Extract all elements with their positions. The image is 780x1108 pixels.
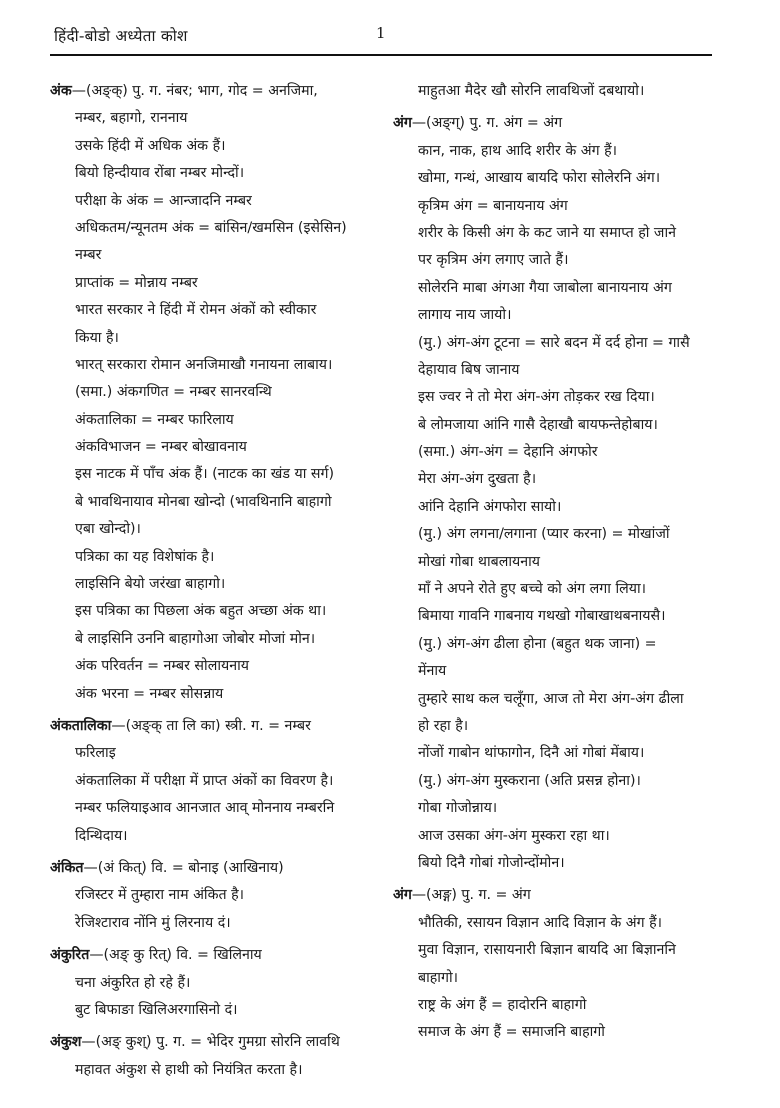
entry-definition: —(अङ्ग) पु. ग. = अंग xyxy=(411,887,531,904)
entry-text-line: बे लाइसिनि उननि बाहागोआ जोबोर मोजां मोन। xyxy=(75,630,316,647)
entry-text-line: अंकविभाजन = नम्बर बोखावनाय xyxy=(75,439,247,456)
entry-text-line: बाहागो। xyxy=(418,969,459,986)
entry-text-line: (मु.) अंग लगना/लगाना (प्यार करना) = मोखांजों xyxy=(418,526,670,543)
entry-text-line: (समा.) अंग-अंग = देहानि अंगफोर xyxy=(418,444,598,461)
headword: अंक xyxy=(50,83,72,99)
entry-text-line: बिमाया गावनि गाबनाय गथखो गोबाखाथबनायसै। xyxy=(418,608,666,625)
entry-text-line: आंनि देहानि अंगफोरा सायो। xyxy=(418,498,562,515)
entry-text-line: गोबा गोजोन्नाय। xyxy=(418,800,498,817)
left-column xyxy=(50,78,375,1084)
entry-text-line: अंक भरना = नम्बर सोसन्नाय xyxy=(75,685,224,702)
entry-definition: —(अङ्क् ता लि का) स्त्री. ग. = नम्बर xyxy=(111,717,311,734)
headword: अंकित xyxy=(50,859,84,876)
entry-text-line: माहुतआ मैदेर खौ सोरनि लावथिजों दबथायो। xyxy=(418,83,645,99)
page-number: 1 xyxy=(376,24,386,42)
entry-text-line: मोखां गोबा थाबलायनाय xyxy=(418,553,541,570)
entry-text-line: कान, नाक, हाथ आदि शरीर के अंग हैं। xyxy=(418,142,618,159)
entry-text-line: बियो हिन्दीयाव रोंबा नम्बर मोन्दों। xyxy=(75,165,245,182)
entry-text-line: पर कृत्रिम अंग लगाए जाते हैं। xyxy=(418,252,569,269)
header-rule xyxy=(50,54,712,56)
book-title: हिंदी-बोडो अध्येता कोश xyxy=(54,27,188,45)
entry-text-line: (मु.) अंग-अंग मुस्कराना (अति प्रसन्न होना)। xyxy=(418,772,641,789)
entry-text-line: मेरा अंग-अंग दुखता है। xyxy=(418,471,537,488)
entry-text-line: इस नाटक में पाँच अंक हैं। (नाटक का खंड या सर्ग) xyxy=(75,466,335,483)
entry-text-line: आज उसका अंग-अंग मुस्करा रहा था। xyxy=(418,827,610,844)
entry-headword-line xyxy=(50,1029,375,1056)
entry-text-line: तुम्हारे साथ कल चलूँगा, आज तो मेरा अंग-अंग ढीला xyxy=(418,690,684,707)
entry-text-line: लागाय नाय जायो। xyxy=(418,307,512,324)
entry-text-line: मुवा विज्ञान, रासायनारी बिज्ञान बायदि आ बिज्ञाननि xyxy=(418,942,676,959)
entry-text-line: लाइसिनि बेयो जरंखा बाहागो। xyxy=(75,576,226,593)
entry-text-line: सोलेरनि माबा अंगआ गैया जाबोला बानायनाय अंग xyxy=(418,279,672,296)
entry-text-line: (मु.) अंग-अंग ढीला होना (बहुत थक जाना) = xyxy=(418,635,657,652)
entry-text-line: बे भावथिनायाव मोनबा खोन्दो (भावथिनानि बाहागो xyxy=(75,493,332,510)
entry-headword-line xyxy=(393,882,718,909)
right-column xyxy=(393,78,718,1047)
entry-text-line: (मु.) अंग-अंग टूटना = सारे बदन में दर्द होना = गासै xyxy=(418,334,690,351)
entry-text-line: नोंजों गाबोन थांफागोन, दिनै आं गोबां मेंबाय। xyxy=(418,745,645,762)
entry-text-line: भौतिकी, रसायन विज्ञान आदि विज्ञान के अंग हैं। xyxy=(418,914,662,931)
entry-headword-line xyxy=(50,78,375,105)
entry-text-line: अंकतालिका = नम्बर फारिलाय xyxy=(75,411,234,428)
entry-text-line: परीक्षा के अंक = आन्जादनि नम्बर xyxy=(75,192,252,209)
running-header xyxy=(54,24,714,54)
entry-text-line: हो रहा है। xyxy=(418,717,469,734)
entry-text-line: शरीर के किसी अंग के कट जाने या समाप्त हो जाने xyxy=(418,224,676,241)
entry-text-line: इस पत्रिका का पिछला अंक बहुत अच्छा अंक था। xyxy=(75,603,327,620)
entry-text-line: बुट बिफाङा खिलिअरगासिनो दं। xyxy=(75,1001,238,1018)
entry-text-line: समाज के अंग हैं = समाजनि बाहागो xyxy=(418,1024,605,1041)
entry-definition: —(अं कित्) वि. = बोनाइ (आखिनाय) xyxy=(83,859,284,876)
entry-headword-line xyxy=(50,713,375,740)
entry-definition: —(अङ् कुश्) पु. ग. = भेदिर गुमग्रा सोरनि लावथि xyxy=(81,1034,340,1051)
entry-text-line: माँ ने अपने रोते हुए बच्चे को अंग लगा लिया। xyxy=(418,581,647,598)
headword: अंग xyxy=(393,887,412,904)
entry-text-line: बियो दिनै गोबां गोजोन्दोंमोन। xyxy=(418,854,565,871)
entry-definition: —(अङ्ग्) पु. ग. अंग = अंग xyxy=(411,115,563,132)
entry-text-line: अंकतालिका में परीक्षा में प्राप्त अंकों का विवरण है। xyxy=(75,772,334,789)
entry-text-line: भारत सरकार ने हिंदी में रोमन अंकों को स्वीकार xyxy=(75,302,317,319)
entry-headword-line xyxy=(50,942,375,969)
entry-text-line: भारत् सरकारा रोमान अनजिमाखौ गनायना लाबाय। xyxy=(75,356,333,373)
entry-text-line: दिन्थिदाय। xyxy=(75,827,128,844)
entry-text-line: अंक परिवर्तन = नम्बर सोलायनाय xyxy=(75,658,250,675)
entry-headword-line xyxy=(50,855,375,882)
headword: अंकतालिका xyxy=(50,717,112,734)
entry-text-line: महावत अंकुश से हाथी को नियंत्रित करता है। xyxy=(75,1061,303,1078)
entry-text-line: किया है। xyxy=(75,329,119,346)
entry-text-line: मेंनाय xyxy=(418,663,447,680)
entry-text-line: देहायाव बिष जानाय xyxy=(418,361,520,378)
entry-text-line: खोमा, गन्थं, आखाय बायदि फोरा सोलेरनि अंग। xyxy=(418,170,661,187)
entry-definition: —(अङ्क्) पु. ग. नंबर; भाग, गोद = अनजिमा, xyxy=(71,83,318,99)
headword: अंकुरित xyxy=(50,947,90,964)
entry-text-line: नम्बर xyxy=(75,247,102,264)
entry-text-line: (समा.) अंकगणित = नम्बर सानरवन्थि xyxy=(75,384,272,401)
entry-headword-line xyxy=(393,110,718,137)
entry-definition: —(अङ् कु रित्) वि. = खिलिनाय xyxy=(89,947,262,964)
entry-text-line: रेजिश्टाराव नोंनि मुं लिरनाय दं। xyxy=(75,914,231,931)
entry-text-line: नम्बर फलियाइआव आनजात आव् मोननाय नम्बरनि xyxy=(75,800,335,817)
entry-text-line: प्राप्तांक = मोन्नाय नम्बर xyxy=(75,274,198,291)
entry-text-line: एबा खोन्दो)। xyxy=(75,521,141,538)
entry-text-line: नम्बर, बहागो, राननाय xyxy=(75,110,188,127)
entry-text-line: राष्ट्र के अंग हैं = हादोरनि बाहागो xyxy=(418,996,587,1013)
headword: अंग xyxy=(393,115,412,132)
entry-text-line: फरिलाइ xyxy=(75,745,116,762)
entry-text-line: चना अंकुरित हो रहे हैं। xyxy=(75,974,191,991)
entry-text-line: बे लोमजाया आंनि गासै देहाखौ बायफन्तेहोबाय। xyxy=(418,416,658,433)
entry-text-line: पत्रिका का यह विशेषांक है। xyxy=(75,548,215,565)
entry-text-line: इस ज्वर ने तो मेरा अंग-अंग तोड़कर रख दिया। xyxy=(418,389,655,406)
entry-text-line: कृत्रिम अंग = बानायनाय अंग xyxy=(418,197,568,214)
headword: अंकुश xyxy=(50,1034,82,1051)
entry-text-line: रजिस्टर में तुम्हारा नाम अंकित है। xyxy=(75,887,245,904)
entry-text-line: उसके हिंदी में अधिक अंक हैं। xyxy=(75,137,226,154)
entry-text-line: अधिकतम/न्यूनतम अंक = बांसिन/खमसिन (इसेसिन) xyxy=(75,219,347,236)
